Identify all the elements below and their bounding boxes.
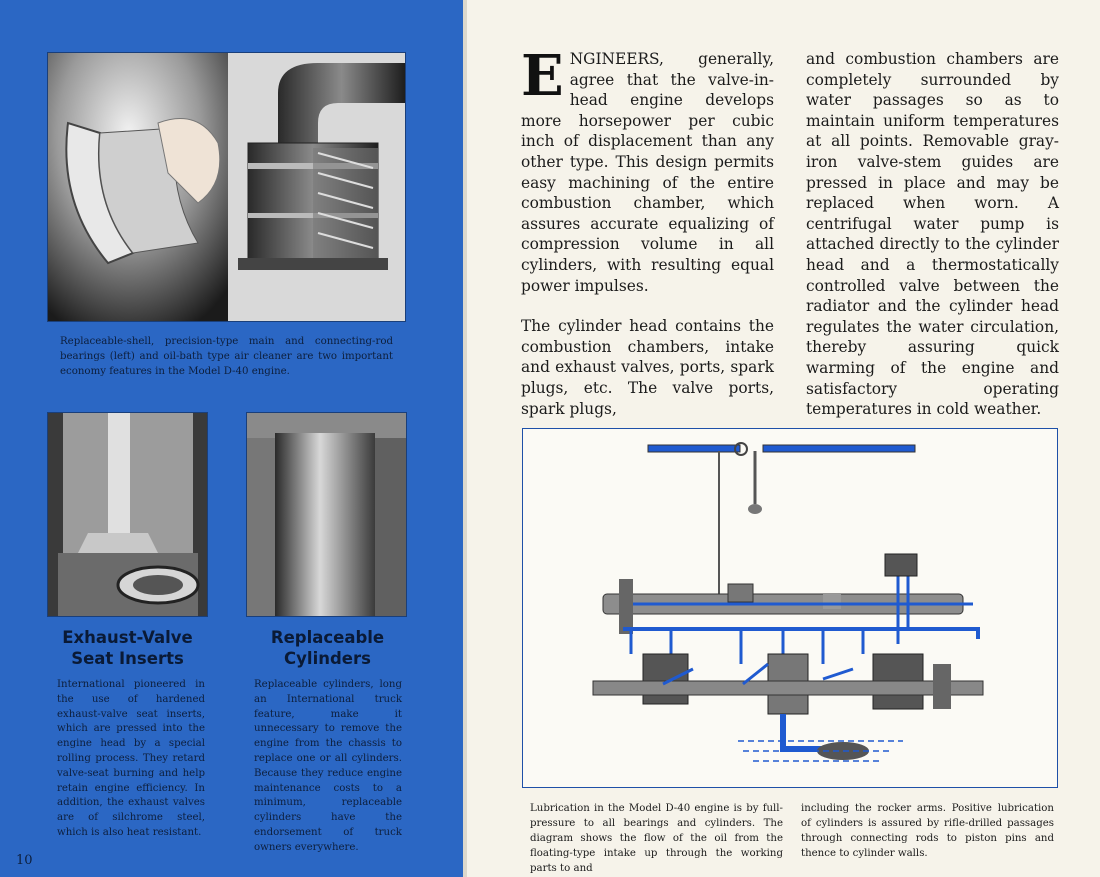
col1-paragraph-1-text: NGINEERS, generally, agree that the valve-in-head engine develops more horsepower per cubic inch of displacement than any other type. This design permits easy machining of the entire combustion chamber, which assures accurate equalizing of compression volume in all cylinders, with resulting equal power impulses. bbox=[521, 50, 774, 295]
feature-2-heading bbox=[240, 627, 415, 669]
col1-paragraph-2: The cylinder head contains the combustion chambers, intake and exhaust valves, ports, spark plugs, etc. The valve ports, spark plugs, bbox=[521, 317, 774, 418]
top-photo-caption: Replaceable-shell, precision-type main and connecting-rod bearings (left) and oil-bath type air cleaner are two important economy features in the Model D-40 engine. bbox=[60, 336, 393, 377]
lubrication-diagram-illustration bbox=[523, 429, 1057, 787]
feature-1-heading-line2: Seat Inserts bbox=[71, 649, 184, 668]
drop-cap: E bbox=[521, 43, 564, 109]
feature-2-body: Replaceable cylinders, long an International truck feature, make it unnecessary to remove the engine from the chassis to replace one or all cylinders. Because they reduce engine maintenance costs to a minimum, replaceable cylinders have the endorsement of truck owners everywhere. bbox=[254, 679, 402, 853]
diagram-caption-left: Lubrication in the Model D-40 engine is by full-pressure to all bearings and cylinders. The diagram shows the flow of the oil from the floating-type intake up through the working parts to and bbox=[530, 803, 783, 874]
col1-paragraph-1 bbox=[521, 43, 774, 296]
text-column-1 bbox=[521, 43, 774, 419]
replaceable-cylinder-photo bbox=[246, 412, 407, 617]
feature-2-heading-line1: Replaceable bbox=[270, 628, 385, 647]
lubrication-diagram bbox=[522, 428, 1058, 788]
bearing-aircleaner-photo bbox=[47, 52, 406, 322]
valve-seat-illustration bbox=[48, 413, 207, 616]
feature-2-heading-line2: Cylinders bbox=[284, 649, 371, 668]
valve-seat-insert-photo bbox=[47, 412, 208, 617]
diagram-caption-right: including the rocker arms. Positive lubrication of cylinders is assured by rifle-drilled passages through connecting rods to piston pins and thence to cylinder walls. bbox=[801, 803, 1054, 859]
cylinder-illustration bbox=[247, 413, 406, 616]
feature-1-heading bbox=[40, 627, 215, 669]
feature-1-body: International pioneered in the use of hardened exhaust-valve seat inserts, which are pressed into the engine head by a special rolling process. They retard valve-seat burning and help retain engine efficiency. In addition, the exhaust valves are of silchrome steel, which is also heat resistant. bbox=[57, 679, 205, 838]
bearing-aircleaner-illustration bbox=[48, 53, 405, 321]
feature-1-heading-line1: Exhaust-Valve bbox=[62, 628, 193, 647]
page-number: 10 bbox=[16, 853, 33, 868]
text-column-2: and combustion chambers are completely surrounded by water passages so as to maintain uniform temperatures at all points. Removable gray-iron valve-stem guides are pressed in place and may be replaced when worn. A centrifugal water pump is attached directly to the cylinder head and a thermostatically controlled valve between the radiator and the cylinder head regulates the water circulation, thereby assuring quick warming of the engine and satisfactory operating temperatures in cold weather. bbox=[806, 50, 1059, 419]
